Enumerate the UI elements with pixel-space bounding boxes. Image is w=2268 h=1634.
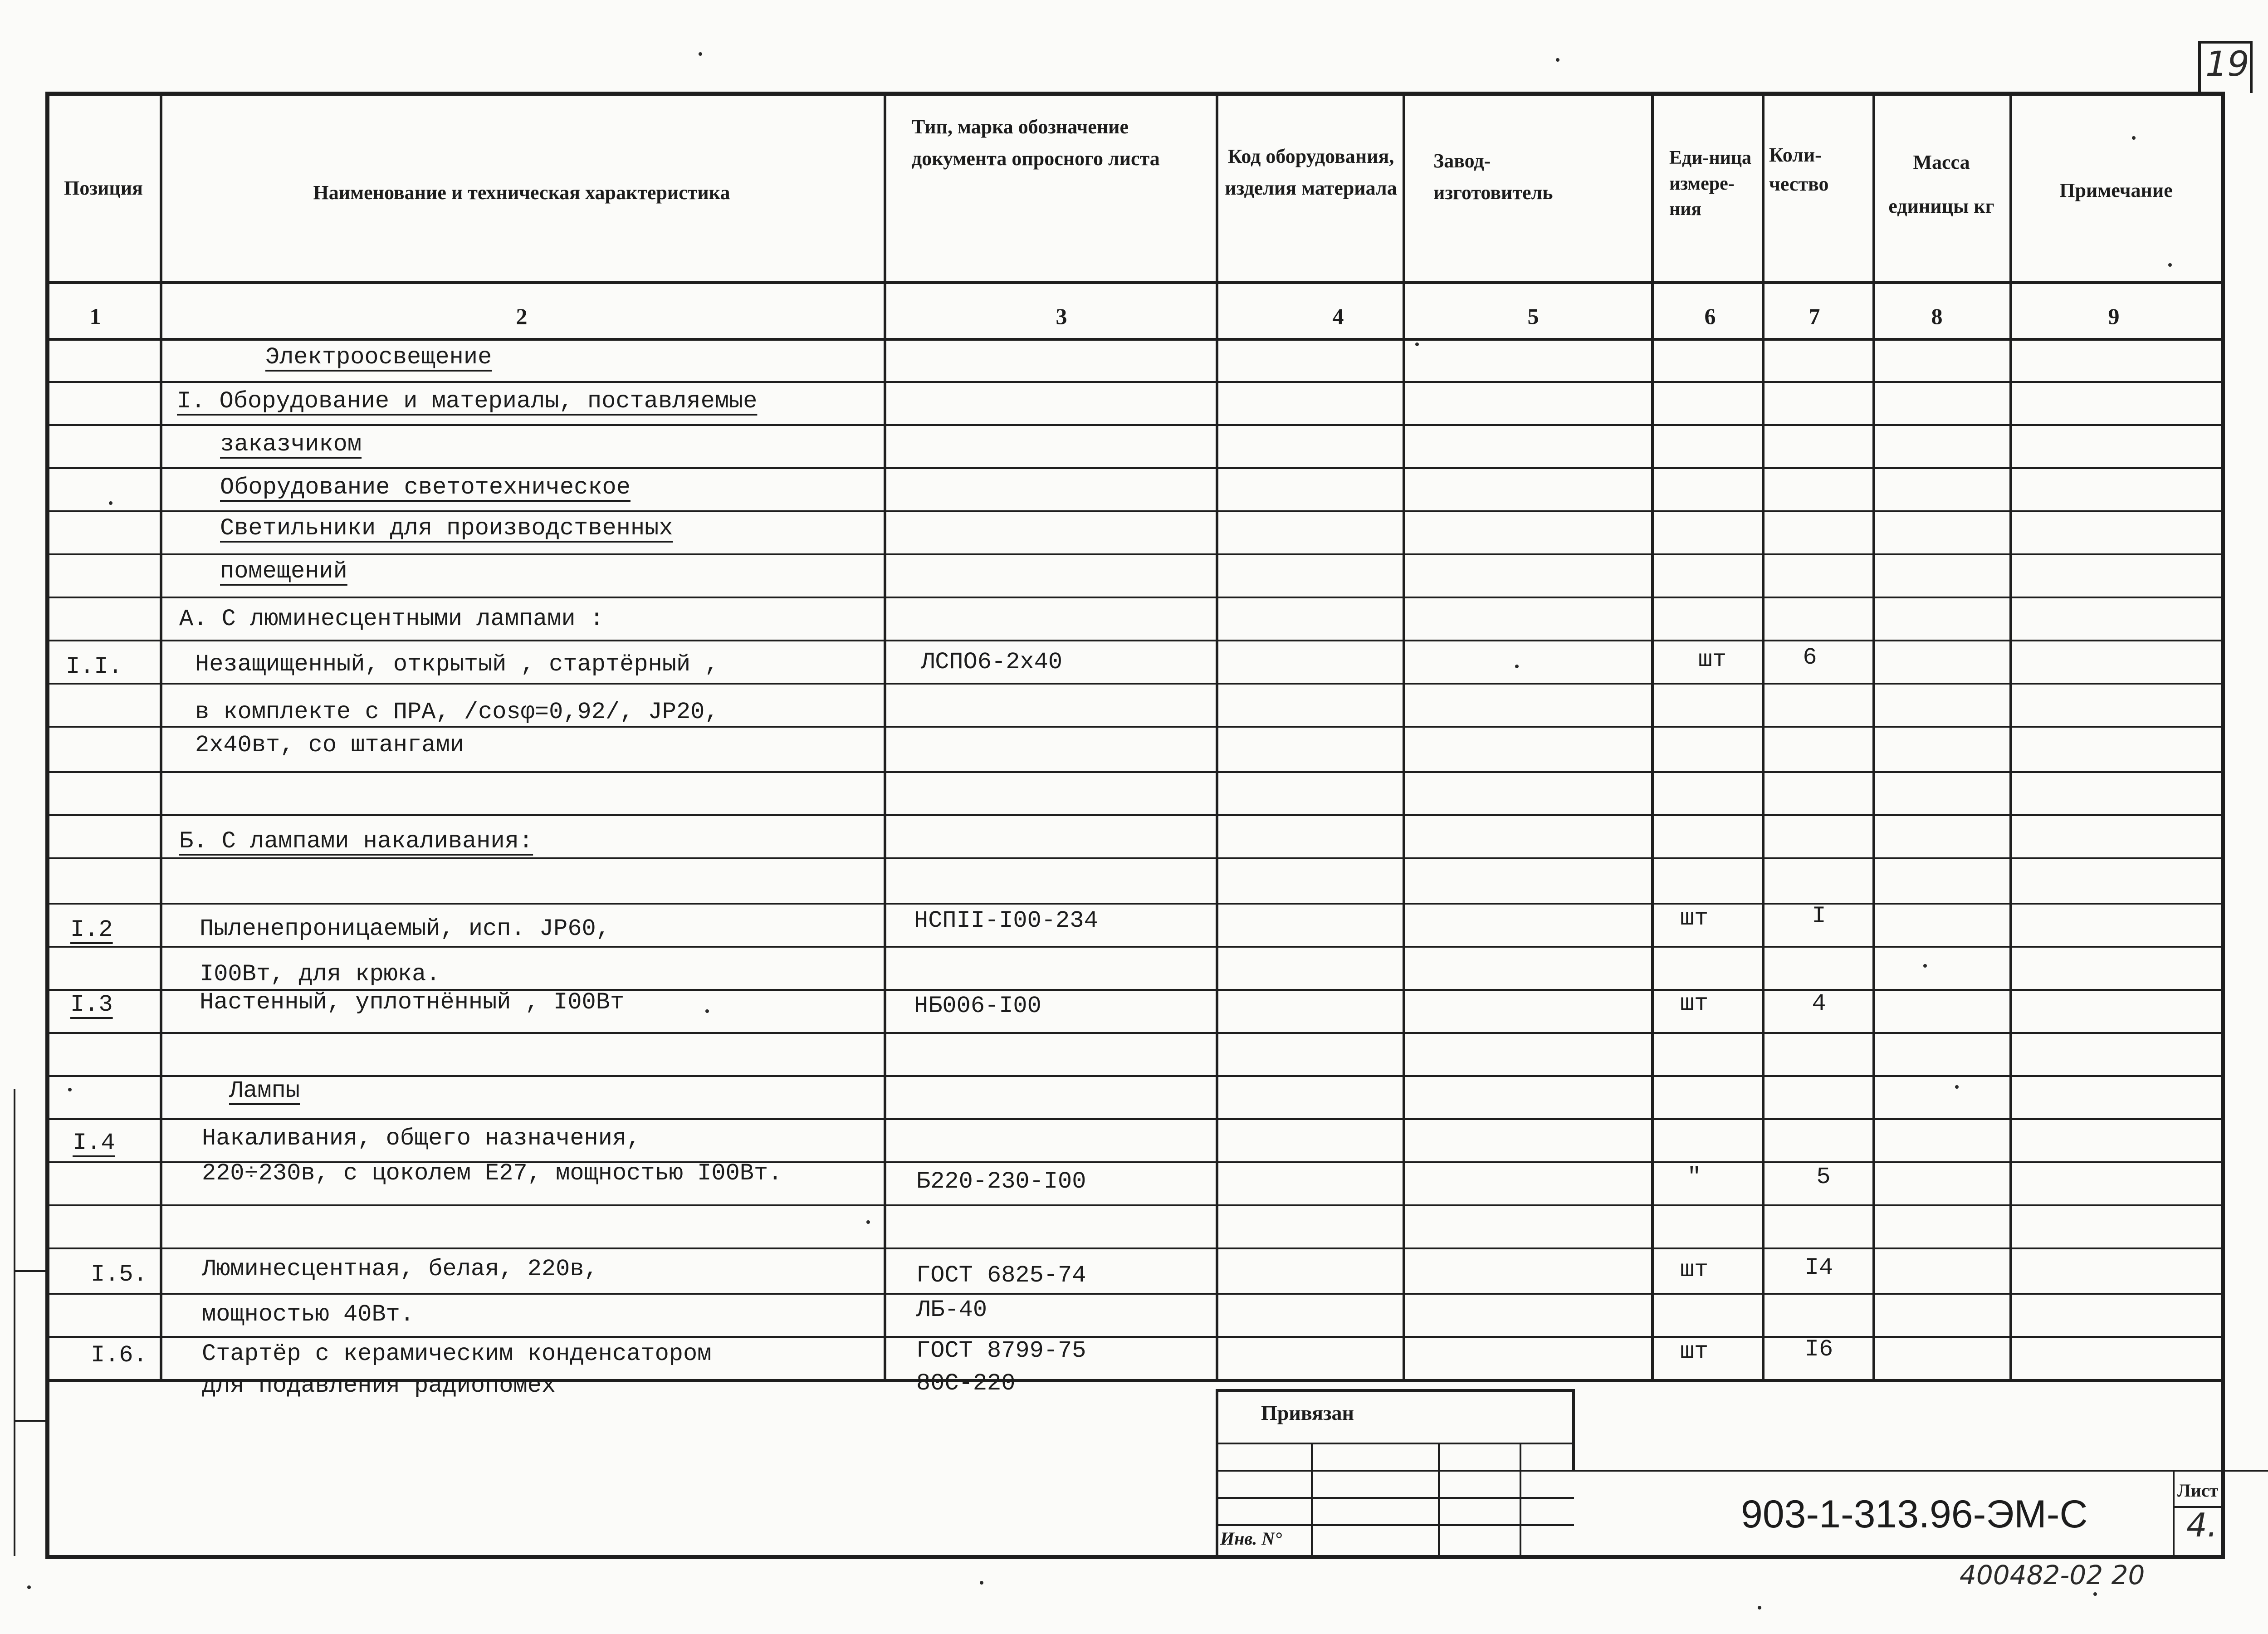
category-title: Оборудование светотехническое [220, 474, 631, 501]
stamp-col [1438, 1443, 1440, 1556]
header-bottom-line [45, 281, 2223, 284]
item-position: I.2 [70, 916, 113, 943]
scan-speck [1415, 342, 1419, 346]
item-quantity: I6 [1804, 1336, 1833, 1363]
row-line [45, 1075, 2223, 1077]
item-position: I.5. [91, 1261, 147, 1288]
item-description: I00Вт, для крюка. [200, 961, 440, 988]
bottom-border [45, 1555, 2225, 1559]
item-name: Пыленепроницаемый, исп. ЈР60, [200, 915, 610, 942]
sheet-number-top: 19 [2205, 44, 2249, 84]
row-line [45, 1248, 2223, 1249]
header-position: Позиция [64, 177, 143, 199]
item-description: в комплекте с ПРА, /cosφ=0,92/, ЈР20, [195, 699, 719, 725]
scan-speck [2093, 1592, 2097, 1596]
stamp-top [1216, 1389, 1574, 1392]
row-line [45, 1336, 2223, 1338]
item-description: 2х40вт, со штангами [195, 732, 464, 758]
row-line [45, 683, 2223, 685]
row-line [45, 726, 2223, 728]
col-line-8 [2009, 92, 2012, 1380]
header-manufacturer: Завод-изготовитель [1433, 150, 1553, 204]
item-position: I.4 [73, 1130, 115, 1156]
item-unit: шт [1680, 1257, 1709, 1283]
item-type: ЛСПО6-2х40 [921, 649, 1063, 675]
header-quantity: Коли-чество [1769, 144, 1829, 195]
col-number-4: 4 [1332, 303, 1344, 329]
row-line [45, 381, 2223, 383]
item-unit: шт [1698, 646, 1727, 673]
row-line [45, 1032, 2223, 1034]
header-unit: Еди-ница измере-ния [1669, 147, 1752, 220]
row-line [45, 640, 2223, 641]
item-unit: шт [1680, 990, 1709, 1017]
item-type: Б220-230-I00 [916, 1168, 1086, 1195]
binding-strip-mark [14, 1420, 45, 1422]
scan-speck [1955, 1085, 1959, 1089]
sheet-cell-left [2173, 1470, 2175, 1556]
item-name: Люминесцентная, белая, 220в, [202, 1256, 598, 1282]
col-number-1: 1 [89, 303, 101, 329]
sheet-box-left [2198, 41, 2201, 93]
scan-speck [699, 52, 702, 56]
item-type: ЛБ-40 [916, 1296, 987, 1323]
item-type: 80С-220 [916, 1370, 1016, 1397]
item-quantity: 4 [1812, 990, 1826, 1017]
item-name: Настенный, уплотнённый , I00Вт [200, 989, 625, 1016]
document-code: 903-1-313.96-ЭМ-С [1741, 1492, 2088, 1536]
item-quantity: I [1812, 903, 1826, 930]
section-title: Электроосвещение [265, 344, 492, 371]
item-position: I.6. [91, 1342, 147, 1369]
row-line [45, 771, 2223, 773]
item-unit: " [1687, 1164, 1701, 1190]
header-mass: Масса единицы кг [1888, 151, 1994, 217]
scan-speck [980, 1581, 983, 1585]
col-number-9: 9 [2108, 303, 2120, 329]
item-description: мощностью 40Вт. [202, 1301, 415, 1328]
col-line-1 [160, 92, 162, 1380]
item-name: Стартёр с керамическим конденсатором [202, 1340, 712, 1367]
stamp-right [1572, 1389, 1575, 1471]
row-line [45, 1293, 2223, 1295]
sheet-label: Лист [2177, 1480, 2219, 1501]
scan-speck [1923, 964, 1927, 968]
row-line [45, 814, 2223, 816]
scan-speck [27, 1585, 31, 1589]
col-line-3 [1216, 92, 1218, 1380]
col-line-7 [1872, 92, 1875, 1380]
top-border [45, 92, 2223, 96]
item-position: I.I. [66, 653, 122, 680]
lamps-title: Лампы [229, 1077, 300, 1104]
col-number-8: 8 [1931, 303, 1943, 329]
item-type: ГОСТ 8799-75 [916, 1337, 1086, 1364]
scan-speck [1515, 665, 1519, 668]
numbers-row-line [45, 338, 2223, 341]
handwritten-code: 400482-02 20 [1960, 1560, 2145, 1590]
header-code: Код оборудования, изделия материала [1225, 145, 1397, 200]
scan-speck [68, 1088, 72, 1091]
scan-speck [109, 501, 112, 505]
scan-speck [1556, 58, 1559, 62]
row-line [45, 424, 2223, 426]
item-type: НБ006-I00 [914, 993, 1041, 1019]
item-quantity: I4 [1804, 1254, 1833, 1281]
subsection-title: I. Оборудование и материалы, поставляемые [177, 388, 758, 415]
row-line [45, 903, 2223, 905]
stamp-privyazan: Привязан [1261, 1401, 1354, 1424]
group-a-title: А. С люминесцентными лампами : [179, 606, 604, 632]
item-unit: шт [1680, 905, 1709, 932]
item-position: I.3 [70, 991, 113, 1018]
col-line-5 [1651, 92, 1654, 1380]
group-b-title: Б. С лампами накаливания: [179, 828, 533, 855]
col-number-6: 6 [1704, 303, 1716, 329]
stamp-col [1311, 1443, 1313, 1556]
row-line [45, 1204, 2223, 1206]
row-line [45, 1118, 2223, 1120]
item-type: ГОСТ 6825-74 [916, 1262, 1086, 1289]
col-line-2 [884, 92, 886, 1380]
subsection-title-cont: заказчиком [220, 431, 362, 458]
item-description: для подавления радиопомех [202, 1372, 556, 1399]
col-number-7: 7 [1809, 303, 1820, 329]
header-note: Примечание [2059, 179, 2173, 201]
row-line [45, 467, 2223, 469]
category-subtitle: Светильники для производственных [220, 515, 673, 542]
header-type: Тип, марка обозначение документа опросного листа [912, 116, 1160, 170]
item-name: Незащищенный, открытый , стартёрный , [195, 651, 719, 678]
item-description: 220÷230в, с цоколем Е27, мощностью I00Вт. [202, 1160, 782, 1187]
col-number-3: 3 [1056, 303, 1067, 329]
binding-strip-mark [14, 1270, 45, 1272]
row-line [45, 857, 2223, 859]
scan-speck [866, 1220, 870, 1224]
scan-speck [2168, 263, 2172, 267]
item-quantity: 5 [1816, 1164, 1831, 1190]
item-type: НСПII-I00-234 [914, 907, 1098, 934]
row-line [45, 946, 2223, 948]
stamp-left [1216, 1389, 1218, 1557]
category-subtitle-cont: помещений [220, 558, 347, 585]
scan-speck [2132, 136, 2136, 140]
item-quantity: 6 [1803, 644, 1817, 671]
sheet-box-right [2250, 41, 2253, 93]
row-line [45, 510, 2223, 512]
item-unit: шт [1680, 1338, 1709, 1365]
item-name: Накаливания, общего назначения, [202, 1125, 641, 1152]
row-line [45, 553, 2223, 555]
stamp-row [1216, 1470, 2268, 1472]
row-line [45, 597, 2223, 598]
col-line-4 [1403, 92, 1405, 1380]
col-line-6 [1762, 92, 1765, 1380]
col-number-5: 5 [1527, 303, 1539, 329]
sheet-number: 4. [2186, 1506, 2218, 1544]
scan-speck [1758, 1606, 1761, 1610]
header-name: Наименование и техническая характеристика [313, 181, 730, 204]
stamp-col [1520, 1443, 1521, 1556]
stamp-inv-no: Инв. N° [1220, 1528, 1282, 1549]
scan-speck [705, 1009, 709, 1013]
binding-strip-left [14, 1089, 15, 1556]
col-number-2: 2 [516, 303, 528, 329]
